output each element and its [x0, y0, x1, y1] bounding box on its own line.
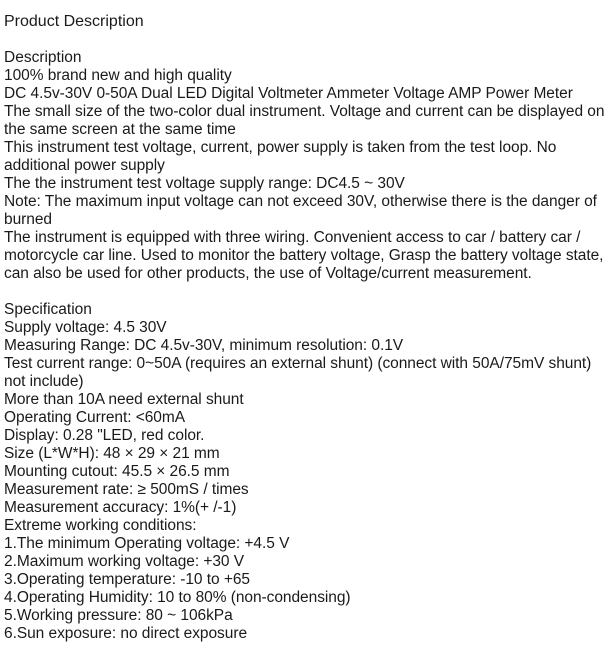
spec-line: Extreme working conditions:	[4, 517, 197, 534]
description-section	[4, 49, 612, 283]
spec-line: Size (L*W*H): 48 × 29 × 21 mm	[4, 445, 220, 462]
description-line: This instrument test voltage, current, power supply is taken from the test loop. No additional power supply	[4, 139, 557, 174]
description-line: The instrument is equipped with three wiring. Convenient access to car / battery car / motorcycle car line. Used to monitor the battery voltage, Grasp the battery voltage state, can also be used for other products, the use of Voltage/current measurement.	[4, 229, 604, 282]
spec-line: Measuring Range: DC 4.5v-30V, minimum resolution: 0.1V	[4, 337, 404, 354]
spec-line: Measurement rate: ≥ 500mS / times	[4, 481, 249, 498]
spec-line: Operating Current: <60mA	[4, 409, 186, 426]
page-title: Product Description	[4, 13, 144, 30]
spec-line: 3.Operating temperature: -10 to +65	[4, 571, 250, 588]
spec-line: Measurement accuracy: 1%(+ /-1)	[4, 499, 237, 516]
spec-line: 6.Sun exposure: no direct exposure	[4, 625, 248, 642]
description-line: Note: The maximum input voltage can not exceed 30V, otherwise there is the danger of burned	[4, 193, 597, 228]
description-line: The small size of the two-color dual instrument. Voltage and current can be displayed on the same screen at the same time	[4, 103, 605, 138]
spec-line: 4.Operating Humidity: 10 to 80% (non-condensing)	[4, 589, 351, 606]
specification-section	[4, 301, 612, 643]
spec-line: Supply voltage: 4.5 30V	[4, 319, 167, 336]
description-heading: Description	[4, 49, 82, 66]
specification-heading: Specification	[4, 301, 92, 318]
spec-line: Mounting cutout: 45.5 × 26.5 mm	[4, 463, 230, 480]
spec-line: Test current range: 0~50A (requires an external shunt) (connect with 50A/75mV shunt) not include)	[4, 355, 592, 390]
spec-line: 1.The minimum Operating voltage: +4.5 V	[4, 535, 290, 552]
product-description-page	[4, 13, 612, 661]
spec-line: More than 10A need external shunt	[4, 391, 244, 408]
description-line: 100% brand new and high quality	[4, 67, 232, 84]
description-line: The the instrument test voltage supply range: DC4.5 ~ 30V	[4, 175, 405, 192]
description-line: DC 4.5v-30V 0-50A Dual LED Digital Voltmeter Ammeter Voltage AMP Power Meter	[4, 85, 573, 102]
spec-line: Display: 0.28 "LED, red color.	[4, 427, 205, 444]
spec-line: 2.Maximum working voltage: +30 V	[4, 553, 245, 570]
spec-line: 5.Working pressure: 80 ~ 106kPa	[4, 607, 233, 624]
